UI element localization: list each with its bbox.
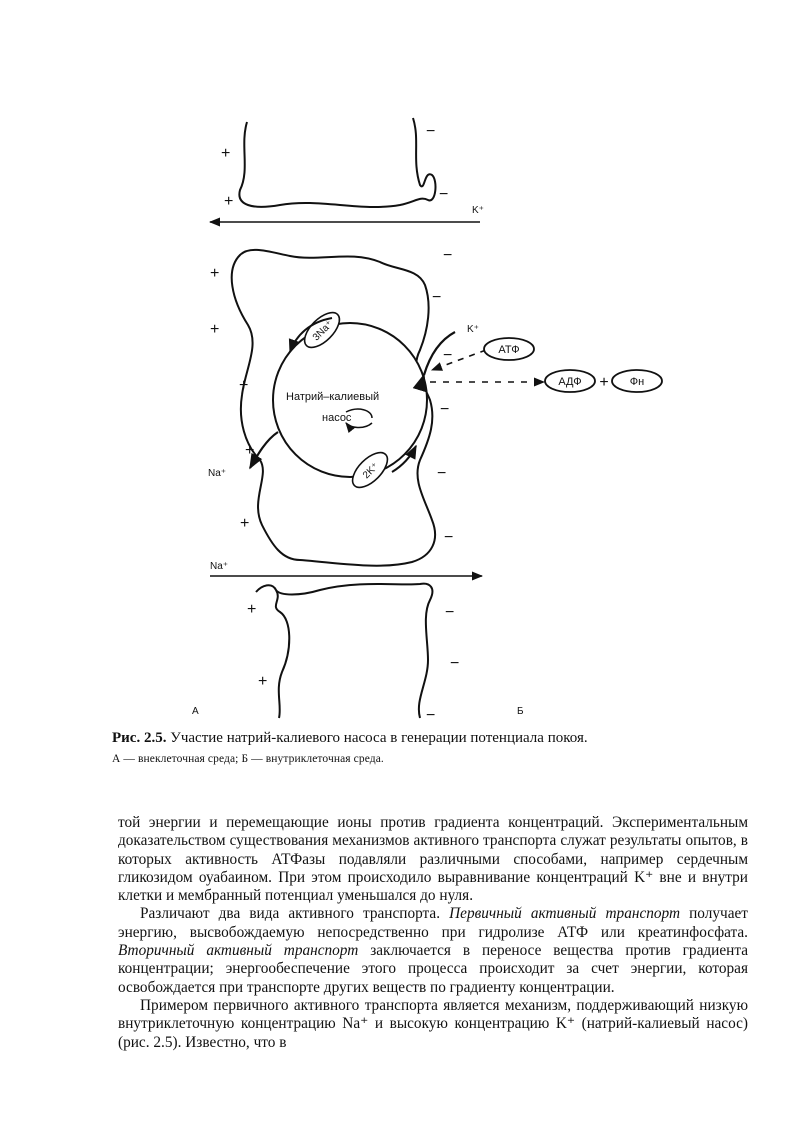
svg-text:−: − <box>440 401 450 418</box>
svg-text:2K⁺: 2K⁺ <box>360 460 382 482</box>
k-top-label: K⁺ <box>472 205 484 216</box>
paragraph-3: Примером первичного активного транспорта является механизм, поддерживающий низкую внутриклеточную концентрацию Na⁺ и высокую концентрацию K⁺ (натрий-калиевый насос) (рис. 2.5). Известно, что в <box>118 996 748 1051</box>
svg-text:3Na⁺: 3Na⁺ <box>310 318 336 344</box>
svg-text:−: − <box>432 289 442 306</box>
svg-text:−: − <box>426 123 436 140</box>
svg-text:−: − <box>450 655 460 672</box>
svg-text:Фн: Фн <box>629 376 645 388</box>
k-out-label: K⁺ <box>467 324 479 335</box>
pump-label-line2: насос <box>322 412 352 424</box>
atp-badge <box>484 338 534 360</box>
svg-text:−: − <box>443 347 453 364</box>
svg-text:АТФ: АТФ <box>498 344 520 356</box>
body-text <box>118 814 748 1052</box>
side-label-intracellular: Б <box>517 706 524 717</box>
svg-text:+: + <box>210 321 220 338</box>
membrane-bottom <box>256 584 432 718</box>
svg-text:+: + <box>258 673 268 690</box>
phosphate-badge <box>612 370 662 392</box>
term-primary-transport: Первичный активный транспорт <box>449 905 681 923</box>
svg-text:+: + <box>245 442 255 459</box>
adp-badge <box>545 370 595 392</box>
svg-text:−: − <box>426 707 436 720</box>
svg-text:−: − <box>443 247 453 264</box>
svg-text:АДФ: АДФ <box>558 376 582 388</box>
svg-text:−: − <box>439 186 449 203</box>
svg-text:−: − <box>437 465 447 482</box>
figure-legend: А — внеклеточная среда; Б — внутриклеточная среда. <box>112 753 384 765</box>
atp-dashed-line <box>432 350 486 370</box>
figure-title: Участие натрий-калиевого насоса в генерации потенциала покоя. <box>170 730 588 746</box>
na-bottom-label: Na⁺ <box>210 561 229 572</box>
svg-text:+: + <box>224 193 234 210</box>
side-label-extracellular: А <box>192 706 199 717</box>
plus-operator: + <box>599 374 609 391</box>
na-out-label: Na⁺ <box>208 468 227 479</box>
svg-text:+: + <box>239 377 249 394</box>
svg-text:+: + <box>240 515 250 532</box>
paragraph-2: Различают два вида активного транспорта. Первичный активный транспорт получает энергию, высвобождаемую непосредственно при гидролизе АТФ или креатинфосфата. Вторичный активный транспорт заключается в переносе вещества против градиента концентрации; энергообеспечение этого процесса происходит за счет энергии, которая освобождается при транспорте других веществ по градиенту концентрации. <box>118 905 748 996</box>
figure-caption <box>112 728 712 768</box>
svg-text:−: − <box>445 604 455 621</box>
paragraph-1: той энергии и перемещающие ионы против градиента концентраций. Экспериментальным доказательством существования механизмов активного транспорта служат результаты опытов, в которых активность АТФазы подавляли различными способами, например сердечным гликозидом оуабаином. При этом происходило выравнивание концентраций K⁺ вне и внутри клетки и мембранный потенциал уменьшался до нуля. <box>118 814 748 905</box>
svg-text:−: − <box>444 529 454 546</box>
pump-label-line1: Натрий–калиевый <box>286 391 380 403</box>
svg-text:+: + <box>221 145 231 162</box>
svg-text:+: + <box>247 601 257 618</box>
term-secondary-transport: Вторичный активный транспорт <box>118 942 359 960</box>
svg-text:+: + <box>210 265 220 282</box>
figure-number: Рис. 2.5. <box>112 730 167 746</box>
membrane-top <box>239 118 435 207</box>
